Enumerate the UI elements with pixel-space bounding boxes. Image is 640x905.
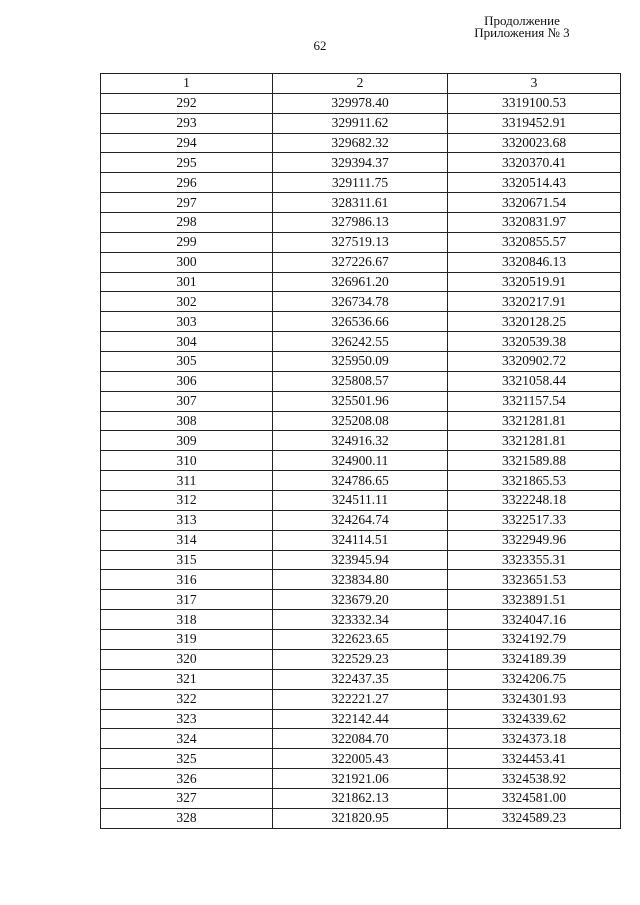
table-row: [101, 193, 621, 213]
continuation-label: Продолжение: [484, 13, 560, 28]
y-coordinate-cell: 3321865.53: [448, 471, 621, 491]
y-coordinate-cell: 3320370.41: [448, 153, 621, 173]
y-coordinate-cell: 3321281.81: [448, 431, 621, 451]
table-row: [101, 491, 621, 511]
y-coordinate-cell: 3324301.93: [448, 689, 621, 709]
x-coordinate-cell: 325208.08: [273, 411, 448, 431]
x-coordinate-cell: 326242.55: [273, 332, 448, 352]
y-coordinate-cell: 3324339.62: [448, 709, 621, 729]
y-coordinate-cell: 3324047.16: [448, 610, 621, 630]
table-row: [101, 113, 621, 133]
point-number-cell: 328: [101, 808, 273, 828]
x-coordinate-cell: 324786.65: [273, 471, 448, 491]
x-coordinate-cell: 321820.95: [273, 808, 448, 828]
y-coordinate-cell: 3320539.38: [448, 332, 621, 352]
table-row: [101, 173, 621, 193]
point-number-cell: 308: [101, 411, 273, 431]
table-row: [101, 371, 621, 391]
table-row: [101, 352, 621, 372]
appendix-header: [470, 15, 574, 39]
point-number-cell: 311: [101, 471, 273, 491]
table-row: [101, 232, 621, 252]
point-number-cell: 293: [101, 113, 273, 133]
point-number-cell: 294: [101, 133, 273, 153]
y-coordinate-cell: 3320902.72: [448, 352, 621, 372]
x-coordinate-cell: 322221.27: [273, 689, 448, 709]
point-number-cell: 292: [101, 93, 273, 113]
y-coordinate-cell: 3323891.51: [448, 590, 621, 610]
y-coordinate-cell: 3321589.88: [448, 451, 621, 471]
table-row: [101, 510, 621, 530]
point-number-cell: 325: [101, 749, 273, 769]
table-row: [101, 649, 621, 669]
x-coordinate-cell: 327226.67: [273, 252, 448, 272]
point-number-cell: 302: [101, 292, 273, 312]
y-coordinate-cell: 3324206.75: [448, 669, 621, 689]
table-row: [101, 133, 621, 153]
point-number-cell: 303: [101, 312, 273, 332]
table-row: [101, 769, 621, 789]
x-coordinate-cell: 322529.23: [273, 649, 448, 669]
point-number-cell: 310: [101, 451, 273, 471]
point-number-cell: 314: [101, 530, 273, 550]
point-number-cell: 313: [101, 510, 273, 530]
table-row: [101, 709, 621, 729]
table-body: [101, 93, 621, 828]
coordinates-table: [100, 73, 621, 829]
y-coordinate-cell: 3321058.44: [448, 371, 621, 391]
table-row: [101, 272, 621, 292]
table-row: [101, 749, 621, 769]
table-row: [101, 411, 621, 431]
point-number-cell: 300: [101, 252, 273, 272]
x-coordinate-cell: 329682.32: [273, 133, 448, 153]
point-number-cell: 301: [101, 272, 273, 292]
point-number-cell: 321: [101, 669, 273, 689]
point-number-cell: 327: [101, 788, 273, 808]
x-coordinate-cell: 324114.51: [273, 530, 448, 550]
point-number-cell: 323: [101, 709, 273, 729]
table-row: [101, 153, 621, 173]
y-coordinate-cell: 3319452.91: [448, 113, 621, 133]
point-number-cell: 305: [101, 352, 273, 372]
column-header-1: 1: [101, 74, 273, 94]
y-coordinate-cell: 3324192.79: [448, 630, 621, 650]
point-number-cell: 298: [101, 213, 273, 233]
table-row: [101, 332, 621, 352]
x-coordinate-cell: 324264.74: [273, 510, 448, 530]
table-row: [101, 630, 621, 650]
x-coordinate-cell: 324511.11: [273, 491, 448, 511]
table-row: [101, 431, 621, 451]
table-row: [101, 471, 621, 491]
x-coordinate-cell: 323332.34: [273, 610, 448, 630]
table-row: [101, 530, 621, 550]
y-coordinate-cell: 3322517.33: [448, 510, 621, 530]
point-number-cell: 316: [101, 570, 273, 590]
point-number-cell: 318: [101, 610, 273, 630]
x-coordinate-cell: 326961.20: [273, 272, 448, 292]
y-coordinate-cell: 3321281.81: [448, 411, 621, 431]
point-number-cell: 317: [101, 590, 273, 610]
column-header-3: 3: [448, 74, 621, 94]
y-coordinate-cell: 3324538.92: [448, 769, 621, 789]
table-row: [101, 292, 621, 312]
x-coordinate-cell: 326734.78: [273, 292, 448, 312]
table-row: [101, 689, 621, 709]
table-row: [101, 788, 621, 808]
x-coordinate-cell: 329111.75: [273, 173, 448, 193]
x-coordinate-cell: 323945.94: [273, 550, 448, 570]
table-row: [101, 669, 621, 689]
x-coordinate-cell: 321862.13: [273, 788, 448, 808]
point-number-cell: 320: [101, 649, 273, 669]
point-number-cell: 315: [101, 550, 273, 570]
header-row: [101, 74, 621, 94]
point-number-cell: 319: [101, 630, 273, 650]
column-header-2: 2: [273, 74, 448, 94]
y-coordinate-cell: 3321157.54: [448, 391, 621, 411]
x-coordinate-cell: 322437.35: [273, 669, 448, 689]
x-coordinate-cell: 326536.66: [273, 312, 448, 332]
point-number-cell: 299: [101, 232, 273, 252]
y-coordinate-cell: 3324581.00: [448, 788, 621, 808]
table-row: [101, 729, 621, 749]
y-coordinate-cell: 3323355.31: [448, 550, 621, 570]
y-coordinate-cell: 3320831.97: [448, 213, 621, 233]
point-number-cell: 297: [101, 193, 273, 213]
point-number-cell: 322: [101, 689, 273, 709]
x-coordinate-cell: 323834.80: [273, 570, 448, 590]
x-coordinate-cell: 322142.44: [273, 709, 448, 729]
x-coordinate-cell: 329978.40: [273, 93, 448, 113]
table-row: [101, 312, 621, 332]
x-coordinate-cell: 325808.57: [273, 371, 448, 391]
y-coordinate-cell: 3320671.54: [448, 193, 621, 213]
y-coordinate-cell: 3323651.53: [448, 570, 621, 590]
y-coordinate-cell: 3320514.43: [448, 173, 621, 193]
x-coordinate-cell: 327519.13: [273, 232, 448, 252]
table-row: [101, 550, 621, 570]
page-number: 62: [313, 38, 327, 53]
x-coordinate-cell: 321921.06: [273, 769, 448, 789]
y-coordinate-cell: 3322248.18: [448, 491, 621, 511]
y-coordinate-cell: 3324589.23: [448, 808, 621, 828]
x-coordinate-cell: 329911.62: [273, 113, 448, 133]
table-row: [101, 391, 621, 411]
y-coordinate-cell: 3324373.18: [448, 729, 621, 749]
table-row: [101, 451, 621, 471]
point-number-cell: 324: [101, 729, 273, 749]
x-coordinate-cell: 325950.09: [273, 352, 448, 372]
x-coordinate-cell: 323679.20: [273, 590, 448, 610]
table-row: [101, 252, 621, 272]
y-coordinate-cell: 3320855.57: [448, 232, 621, 252]
table-row: [101, 213, 621, 233]
point-number-cell: 326: [101, 769, 273, 789]
table-row: [101, 93, 621, 113]
x-coordinate-cell: 322623.65: [273, 630, 448, 650]
y-coordinate-cell: 3320023.68: [448, 133, 621, 153]
table-header: [101, 74, 621, 94]
point-number-cell: 309: [101, 431, 273, 451]
x-coordinate-cell: 324916.32: [273, 431, 448, 451]
x-coordinate-cell: 324900.11: [273, 451, 448, 471]
x-coordinate-cell: 322084.70: [273, 729, 448, 749]
y-coordinate-cell: 3324453.41: [448, 749, 621, 769]
x-coordinate-cell: 328311.61: [273, 193, 448, 213]
table-row: [101, 590, 621, 610]
point-number-cell: 295: [101, 153, 273, 173]
x-coordinate-cell: 325501.96: [273, 391, 448, 411]
x-coordinate-cell: 327986.13: [273, 213, 448, 233]
point-number-cell: 307: [101, 391, 273, 411]
y-coordinate-cell: 3320846.13: [448, 252, 621, 272]
y-coordinate-cell: 3320217.91: [448, 292, 621, 312]
point-number-cell: 296: [101, 173, 273, 193]
x-coordinate-cell: 329394.37: [273, 153, 448, 173]
x-coordinate-cell: 322005.43: [273, 749, 448, 769]
y-coordinate-cell: 3319100.53: [448, 93, 621, 113]
table-row: [101, 570, 621, 590]
point-number-cell: 304: [101, 332, 273, 352]
appendix-label: Приложения № 3: [474, 25, 570, 40]
y-coordinate-cell: 3324189.39: [448, 649, 621, 669]
point-number-cell: 306: [101, 371, 273, 391]
y-coordinate-cell: 3320128.25: [448, 312, 621, 332]
point-number-cell: 312: [101, 491, 273, 511]
y-coordinate-cell: 3320519.91: [448, 272, 621, 292]
table-row: [101, 808, 621, 828]
table-row: [101, 610, 621, 630]
y-coordinate-cell: 3322949.96: [448, 530, 621, 550]
